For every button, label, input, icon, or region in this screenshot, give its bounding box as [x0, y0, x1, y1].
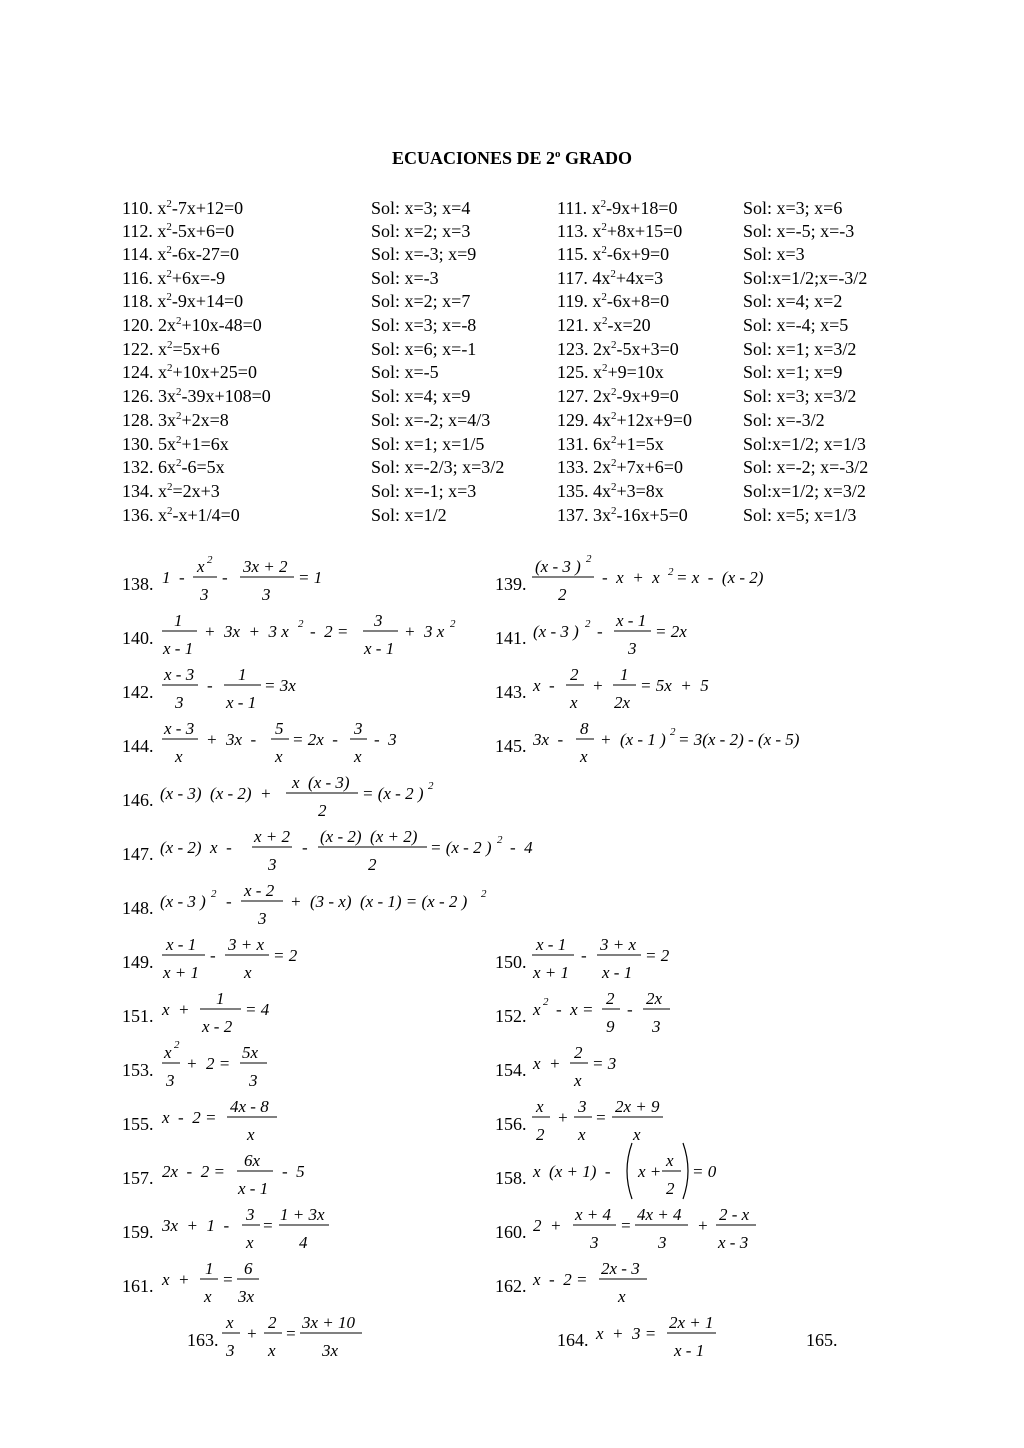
math-text: x - 2 =	[162, 1108, 217, 1127]
math-text: -	[302, 838, 308, 857]
math-text: 5	[275, 719, 284, 738]
equation-number: 141.	[495, 628, 527, 648]
math-exponent: 2	[174, 1039, 180, 1051]
math-text: x - 2	[202, 1017, 233, 1036]
math-text: 4x + 4	[637, 1205, 682, 1224]
equation-number: 154.	[495, 1060, 527, 1080]
math-text: 2	[536, 1125, 545, 1144]
equation-number: 151.	[122, 1006, 154, 1026]
equation-number: 145.	[495, 736, 527, 756]
equation-number: 162.	[495, 1276, 527, 1296]
equation-number: 156.	[495, 1114, 527, 1134]
equation-number: 152.	[495, 1006, 527, 1026]
equation-number: 143.	[495, 682, 527, 702]
math-text: + (x - 1 )	[600, 730, 666, 749]
math-text: + 2 =	[186, 1054, 231, 1073]
math-text: x - 1	[364, 639, 395, 658]
math-text: x - 2 =	[533, 1270, 588, 1289]
math-text: x (x + 1) -	[533, 1162, 611, 1181]
equation-138	[162, 554, 322, 604]
math-text: = 2	[645, 946, 670, 965]
math-text: =	[285, 1324, 297, 1343]
math-text: + 3x + 3 x	[204, 622, 289, 641]
equation-155	[161, 1097, 269, 1144]
math-text: 1	[205, 1259, 214, 1278]
equation-152	[532, 989, 663, 1036]
math-text: x - 3	[718, 1233, 749, 1252]
math-text: 2	[574, 1043, 583, 1062]
math-text: 2x + 1	[669, 1313, 714, 1332]
math-text: 3	[374, 611, 383, 630]
math-text: x	[244, 963, 252, 982]
math-text: 3	[200, 585, 209, 604]
math-text: -	[597, 622, 603, 641]
math-text: - 4	[510, 838, 533, 857]
math-text: 2 - x	[719, 1205, 750, 1224]
math-text: = 4	[245, 1000, 270, 1019]
math-text: x + 1	[163, 963, 200, 982]
equation-163	[225, 1313, 356, 1360]
math-text: 3	[226, 1341, 235, 1360]
math-text: x	[533, 1000, 541, 1019]
math-text: 3x	[238, 1287, 255, 1306]
math-text: x + 3 =	[596, 1324, 657, 1343]
math-text: = 3x	[264, 676, 296, 695]
math-text: 2x	[646, 989, 663, 1008]
page-title: ECUACIONES DE 2$^o$ GRADO	[391, 148, 633, 168]
math-exponent: 2	[207, 554, 213, 566]
math-text: 4	[299, 1233, 308, 1252]
math-text: 6x	[244, 1151, 261, 1170]
math-text: x	[246, 1233, 254, 1252]
math-text: =	[262, 1216, 274, 1235]
math-text: (x - 3 )	[160, 892, 206, 911]
math-text: 9	[606, 1017, 615, 1036]
math-text: = 0	[692, 1162, 717, 1181]
math-exponent: 2	[450, 618, 456, 630]
math-text: 1	[238, 665, 247, 684]
math-text: =	[222, 1270, 234, 1289]
math-text: x - 1	[163, 639, 194, 658]
math-text: x	[204, 1287, 212, 1306]
math-text: x - 1	[616, 611, 647, 630]
math-text: 1 -	[162, 568, 185, 587]
equation-number: 150.	[495, 952, 527, 972]
math-exponent: 2	[497, 834, 503, 846]
math-text: x	[578, 1125, 586, 1144]
math-text: 3x + 2	[243, 557, 288, 576]
math-text: x - 3	[164, 665, 195, 684]
equation-141	[533, 611, 687, 658]
math-text: -	[226, 892, 232, 911]
math-exponent: 2	[211, 888, 217, 900]
math-text: + (3 - x) (x - 1) = (x - 2 )	[290, 892, 468, 911]
math-exponent: 2	[543, 996, 549, 1008]
math-text: 1	[174, 611, 183, 630]
equation-number: 160.	[495, 1222, 527, 1242]
math-text: x (x - 3)	[292, 773, 350, 792]
math-text: - x =	[556, 1000, 594, 1019]
math-text: 3	[249, 1071, 258, 1090]
math-text: 3	[628, 639, 637, 658]
equation-number: 157.	[122, 1168, 154, 1188]
math-text: 3x	[322, 1341, 339, 1360]
math-text: x	[197, 557, 205, 576]
equation-159	[161, 1205, 325, 1252]
math-text: 2	[558, 585, 567, 604]
math-text: 3	[246, 1205, 255, 1224]
math-exponent: 2	[481, 888, 487, 900]
math-text: - 2 =	[310, 622, 349, 641]
math-text: 1 + 3x	[280, 1205, 325, 1224]
equation-139	[535, 553, 764, 604]
math-text: (x - 3 )	[535, 557, 581, 576]
math-exponent: 2	[585, 618, 591, 630]
equation-144	[163, 719, 397, 766]
math-text: x - 1	[238, 1179, 269, 1198]
equation-number: 155.	[122, 1114, 154, 1134]
math-text: 8	[580, 719, 589, 738]
equation-154	[532, 1043, 616, 1090]
equation-151	[161, 989, 270, 1036]
equation-148	[160, 881, 487, 928]
equation-number: 140.	[122, 628, 154, 648]
math-text: 2x - 3	[601, 1259, 640, 1278]
equation-160	[533, 1205, 750, 1252]
math-text: x + 4	[575, 1205, 612, 1224]
math-text: - x + x	[602, 568, 660, 587]
math-text: x	[268, 1341, 276, 1360]
equation-number: 142.	[122, 682, 154, 702]
math-text: x - 1	[226, 693, 257, 712]
math-text: = x - (x - 2)	[676, 568, 764, 587]
math-text: 2	[570, 665, 579, 684]
math-text: 4x - 8	[230, 1097, 269, 1116]
math-text: = 5x + 5	[640, 676, 709, 695]
math-text: 3	[166, 1071, 175, 1090]
math-text: 2	[666, 1179, 675, 1198]
math-text: 3 + x	[228, 935, 265, 954]
math-text: x - 1	[166, 935, 197, 954]
math-text: 3	[658, 1233, 667, 1252]
math-text: 2	[368, 855, 377, 874]
math-text: x	[618, 1287, 626, 1306]
equation-number: 164.	[557, 1330, 589, 1350]
math-text: = 3(x - 2) - (x - 5)	[678, 730, 800, 749]
math-text: x	[536, 1097, 544, 1116]
math-text: = (x - 2 )	[362, 784, 424, 803]
math-text: x	[175, 747, 183, 766]
math-text: x - 1	[536, 935, 567, 954]
math-text: +	[592, 676, 604, 695]
math-text: x	[226, 1313, 234, 1332]
math-text: =	[595, 1108, 607, 1127]
equation-number: 159.	[122, 1222, 154, 1242]
equation-140	[162, 611, 456, 658]
math-text: +	[697, 1216, 709, 1235]
math-text: - 3	[374, 730, 397, 749]
math-text: -	[581, 946, 587, 965]
math-exponent: 2	[586, 553, 592, 565]
math-text: = (x - 2 )	[430, 838, 492, 857]
equation-146	[160, 773, 434, 820]
math-text: x	[570, 693, 578, 712]
equation-156	[535, 1097, 660, 1144]
math-text: + 3x -	[206, 730, 257, 749]
math-text: x	[633, 1125, 641, 1144]
math-text: 3x + 1 -	[162, 1216, 230, 1235]
math-text: = 1	[298, 568, 323, 587]
equation-number: 144.	[122, 736, 154, 756]
equation-153	[163, 1039, 259, 1090]
equation-number: 161.	[122, 1276, 154, 1296]
math-text: + 3 x	[404, 622, 445, 641]
math-exponent: 2	[670, 726, 676, 738]
math-text: 3x -	[533, 730, 564, 749]
math-text: x	[247, 1125, 255, 1144]
math-text: 2x + 9	[615, 1097, 660, 1116]
math-text: 3	[175, 693, 184, 712]
equation-number: 147.	[122, 844, 154, 864]
math-text: = 2x -	[292, 730, 338, 749]
math-text: x +	[162, 1270, 190, 1289]
math-text: +	[246, 1324, 258, 1343]
math-text: 2x	[614, 693, 631, 712]
math-text: =	[620, 1216, 632, 1235]
math-text: - 5	[282, 1162, 305, 1181]
equation-143	[532, 665, 709, 712]
math-text: 3 + x	[600, 935, 637, 954]
math-exponent: 2	[428, 780, 434, 792]
math-text: x	[580, 747, 588, 766]
equation-145	[532, 719, 800, 766]
math-text: x	[354, 747, 362, 766]
equation-number: 139.	[495, 574, 527, 594]
math-text: 3	[262, 585, 271, 604]
equation-162	[532, 1259, 640, 1306]
equation-164	[595, 1313, 714, 1360]
equation-142	[163, 665, 296, 712]
equation-number: 153.	[122, 1060, 154, 1080]
math-text: 3	[258, 909, 267, 928]
math-text: x +	[533, 1054, 561, 1073]
math-text: 3	[354, 719, 363, 738]
math-text: x	[164, 1043, 172, 1062]
math-text: x - 3	[164, 719, 195, 738]
right-parenthesis	[683, 1143, 688, 1199]
math-text: x - 2	[244, 881, 275, 900]
math-text: (x - 2) x -	[160, 838, 232, 857]
equation-147	[160, 827, 533, 874]
equation-number: 163.	[187, 1330, 219, 1350]
math-text: 2x - 2 =	[162, 1162, 225, 1181]
math-text: -	[207, 676, 213, 695]
math-text: = 2	[273, 946, 298, 965]
math-text: x	[275, 747, 283, 766]
math-text: (x - 2) (x + 2)	[320, 827, 418, 846]
math-text: x - 1	[602, 963, 633, 982]
equation-number: 158.	[495, 1168, 527, 1188]
equation-number: 149.	[122, 952, 154, 972]
math-text: -	[627, 1000, 633, 1019]
math-text: x	[574, 1071, 582, 1090]
math-text: (x - 3 )	[533, 622, 579, 641]
equation-158	[532, 1151, 717, 1198]
math-text: 6	[244, 1259, 253, 1278]
math-text: 3	[578, 1097, 587, 1116]
math-text: -	[222, 568, 228, 587]
math-text: x	[666, 1151, 674, 1170]
equation-161	[161, 1259, 255, 1306]
math-text: 5x	[242, 1043, 259, 1062]
math-text: x + 1	[533, 963, 570, 982]
math-text: 2	[606, 989, 615, 1008]
equation-150	[532, 935, 670, 982]
math-exponent: 2	[298, 618, 304, 630]
math-text: 2 +	[533, 1216, 562, 1235]
equation-number: 148.	[122, 898, 154, 918]
equation-number: 138.	[122, 574, 154, 594]
math-text: 1	[216, 989, 225, 1008]
math-text: 1	[620, 665, 629, 684]
math-text: 3	[652, 1017, 661, 1036]
equation-149	[162, 935, 298, 982]
math-text: x + 2	[254, 827, 291, 846]
equation-number: 165.	[806, 1330, 838, 1350]
math-text: x - 1	[674, 1341, 705, 1360]
left-parenthesis	[627, 1143, 632, 1199]
math-text: 3	[590, 1233, 599, 1252]
math-text: x +	[162, 1000, 190, 1019]
math-exponent: 2	[668, 566, 674, 578]
math-text: (x - 3) (x - 2) +	[160, 784, 272, 803]
math-text: = 2x	[655, 622, 687, 641]
math-text: 2	[268, 1313, 277, 1332]
math-text: 2	[318, 801, 327, 820]
math-text: +	[557, 1108, 569, 1127]
math-text: x -	[533, 676, 555, 695]
equation-157	[162, 1151, 305, 1198]
equation-number: 146.	[122, 790, 154, 810]
math-text: = 3	[592, 1054, 617, 1073]
math-text: 3x + 10	[302, 1313, 356, 1332]
math-text: -	[210, 946, 216, 965]
math-text: x +	[638, 1162, 662, 1181]
math-text: 3	[268, 855, 277, 874]
